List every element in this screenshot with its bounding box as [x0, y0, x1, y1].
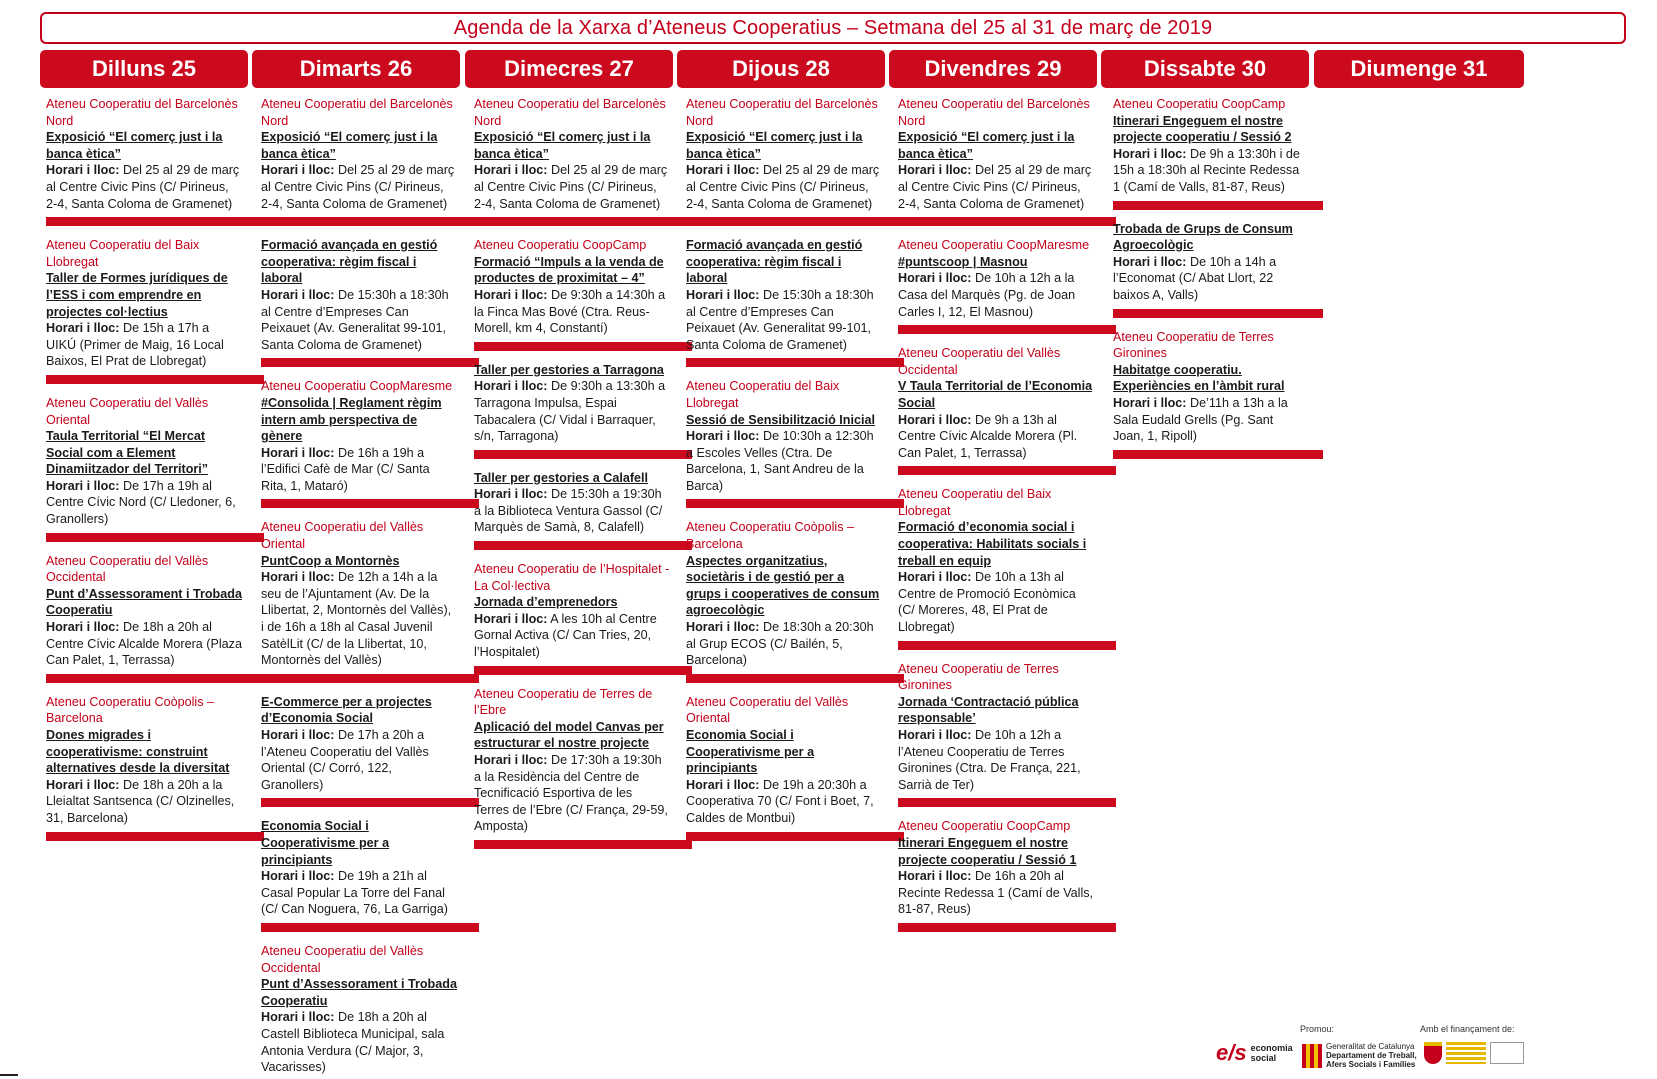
- economia-social-logo: [1216, 1042, 1297, 1064]
- event-entry: [261, 237, 457, 353]
- horari-label: Horari i lloc:: [898, 570, 972, 585]
- event-entry: [898, 661, 1094, 794]
- event-organizer: Ateneu Cooperatiu CoopCamp: [898, 819, 1071, 834]
- horari-label: Horari i lloc:: [1113, 395, 1187, 410]
- event-details: [686, 428, 882, 494]
- event-time-location: De 19h a 20:30h a Cooperativa 70 (C/ Font i Boet, 7, Caldes de Montbui): [686, 777, 874, 825]
- coat-of-arms-icon: [1424, 1042, 1442, 1064]
- event-separator: [261, 923, 479, 932]
- day-header-label: Dimecres 27: [504, 56, 634, 81]
- horari-label: Horari i lloc:: [261, 570, 335, 585]
- event-title-link[interactable]: Formació avançada en gestió cooperativa: règim fiscal i laboral: [686, 238, 863, 286]
- event-title-link[interactable]: Formació “Impuls a la venda de productes de proximitat – 4”: [474, 254, 664, 286]
- event-separator: [474, 541, 692, 550]
- event-organizer: Ateneu Cooperatiu del Baix Llobregat: [898, 487, 1052, 518]
- event-separator: [46, 533, 264, 542]
- event-time-location: De’11h a 13h a la Sala Eudald Grells (Pg. Sant Joan, 1, Ripoll): [1113, 395, 1288, 444]
- senyera-icon: [1302, 1044, 1322, 1068]
- event-entry: [686, 694, 882, 827]
- event-separator: [46, 217, 264, 226]
- event-details: [261, 445, 457, 495]
- horari-label: Horari i lloc:: [686, 287, 760, 302]
- event-time-location: Del 25 al 29 de març al Centre Civic Pins (C/ Pirineus, 2-4, Santa Coloma de Gramenet): [898, 163, 1092, 211]
- horari-label: Horari i lloc:: [1113, 254, 1187, 269]
- event-entry: [474, 96, 670, 212]
- event-organizer: Ateneu Cooperatiu del Barcelonès Nord: [686, 97, 878, 128]
- event-title-link[interactable]: Sessió de Sensibilització Inicial: [686, 412, 875, 427]
- event-details: [1113, 395, 1307, 445]
- horari-label: Horari i lloc:: [474, 379, 548, 394]
- day-header-label: Dimarts 26: [299, 56, 413, 81]
- horari-label: Horari i lloc:: [261, 163, 335, 178]
- event-details: [46, 320, 242, 370]
- event-organizer: Ateneu Cooperatiu de Terres Gironines: [898, 661, 1059, 693]
- event-details: [474, 486, 670, 536]
- event-entry: [686, 237, 882, 353]
- event-entry: [898, 237, 1094, 320]
- event-time-location: Del 25 al 29 de març al Centre Civic Pins (C/ Pirineus, 2-4, Santa Coloma de Gramenet): [686, 163, 880, 211]
- event-separator: [46, 375, 264, 384]
- event-details: [474, 752, 670, 835]
- event-time-location: De 10h a 14h a l’Economat (C/ Abat Llort, 22 baixos A, Valls): [1113, 254, 1277, 302]
- financament-label: Amb el finançament de:: [1420, 1024, 1515, 1034]
- event-entry: [474, 237, 670, 337]
- event-time-location: Del 25 al 29 de març al Centre Civic Pins (C/ Pirineus, 2-4, Santa Coloma de Gramenet): [46, 163, 240, 211]
- event-separator: [898, 466, 1116, 475]
- event-separator: [898, 798, 1116, 807]
- event-entry: [898, 96, 1094, 212]
- event-title-link[interactable]: Exposició “El comerç just i la banca ètica”: [686, 130, 863, 161]
- horari-label: Horari i lloc:: [261, 869, 335, 884]
- event-separator: [686, 832, 904, 841]
- event-details: [474, 162, 670, 212]
- event-details: [261, 287, 457, 353]
- event-time-location: De 15:30h a 18:30h al Centre d’Empreses Can Peixauet (Av. Generalitat 99-101, Santa Coloma de Gramenet): [261, 287, 449, 352]
- horari-label: Horari i lloc:: [898, 728, 972, 742]
- event-entry: [898, 345, 1094, 461]
- event-details: [898, 162, 1094, 212]
- event-title-link[interactable]: Punt d’Assessorament i Trobada Cooperatiu: [261, 977, 457, 1008]
- event-details: [898, 727, 1094, 793]
- event-title-link[interactable]: Taller per gestories a Tarragona: [474, 362, 664, 377]
- event-separator: [474, 342, 692, 351]
- event-separator: [898, 923, 1116, 932]
- event-separator: [686, 674, 904, 683]
- corner-mark: [0, 1074, 18, 1076]
- event-organizer: Ateneu Cooperatiu de Terres Gironines: [1113, 329, 1274, 361]
- horari-label: Horari i lloc:: [46, 321, 120, 336]
- event-title-link[interactable]: Taller de Formes jurídiques de l’ESS i com emprendre en projectes col·lectius: [46, 271, 228, 319]
- event-entry: [46, 237, 242, 370]
- event-details: [474, 287, 670, 337]
- event-title-link[interactable]: Jornada ‘Contractació pública responsable’: [898, 694, 1079, 726]
- event-entry: [46, 96, 242, 212]
- horari-label: Horari i lloc:: [46, 620, 120, 635]
- event-separator: [1113, 450, 1323, 459]
- event-title-link[interactable]: Economia Social i Cooperativisme per a principiants: [686, 728, 815, 776]
- event-details: [898, 270, 1094, 320]
- event-entry: [1113, 221, 1307, 304]
- event-title-link[interactable]: Taula Territorial “El Mercat Social com a Element Dinamiitzador del Territori”: [46, 429, 209, 477]
- event-organizer: Ateneu Cooperatiu Coòpolis – Barcelona: [686, 520, 855, 552]
- event-time-location: De 15:30h a 18:30h al Centre d’Empreses Can Peixauet (Av. Generalitat 99-101, Santa Coloma de Gramenet): [686, 287, 874, 352]
- event-entry: [261, 943, 457, 1076]
- event-title-link[interactable]: Itinerari Engeguem el nostre projecte cooperatiu / Sessió 2: [1113, 113, 1292, 145]
- event-title-link[interactable]: Habitatge cooperatiu. Experiències en l’àmbit rural: [1113, 362, 1285, 394]
- event-title-link[interactable]: Exposició “El comerç just i la banca ètica”: [898, 130, 1075, 161]
- day-header-monday: [40, 50, 248, 88]
- event-title-link[interactable]: #Consolida | Reglament règim intern amb perspectiva de gènere: [261, 395, 442, 444]
- horari-label: Horari i lloc:: [898, 869, 972, 884]
- horari-label: Horari i lloc:: [474, 163, 548, 178]
- event-title-link[interactable]: Aplicació del model Canvas per estructurar el nostre projecte: [474, 719, 664, 751]
- event-separator: [1113, 309, 1323, 318]
- horari-label: Horari i lloc:: [1113, 146, 1187, 161]
- event-title-link[interactable]: Taller per gestories a Calafell: [474, 470, 649, 485]
- event-separator: [46, 832, 264, 841]
- column-saturday: [1113, 96, 1307, 470]
- day-header-label: Divendres 29: [924, 56, 1062, 81]
- event-time-location: De 17:30h a 19:30h a la Residència del Centre de Tecnificació Esportiva de les Terres de l’Ebre (C/ França, 29-59, Amposta): [474, 753, 668, 834]
- day-header-label: Dijous 28: [732, 56, 830, 81]
- event-organizer: Ateneu Cooperatiu de l’Hospitalet - La Col·lectiva: [474, 562, 670, 593]
- event-details: [686, 162, 882, 212]
- event-time-location: De 12h a 14h a la seu de l’Ajuntament (Av. De la Llibertat, 2, Montornès del Vallès), i de 16h a 18h al Casal Juvenil SatèlLit (C/ de la Llibertat, 10, Montornès del Vallès): [261, 570, 452, 668]
- event-details: [46, 162, 242, 212]
- event-entry: [261, 96, 457, 212]
- event-organizer: Ateneu Cooperatiu del Barcelonès Nord: [474, 97, 666, 128]
- event-details: [261, 868, 457, 918]
- event-separator: [261, 499, 479, 508]
- event-time-location: Del 25 al 29 de març al Centre Civic Pins (C/ Pirineus, 2-4, Santa Coloma de Gramenet): [474, 163, 668, 211]
- page-title-box: [40, 12, 1626, 44]
- day-header-label: Diumenge 31: [1350, 56, 1488, 81]
- event-time-location: De 18:30h a 20:30h al Grup ECOS (C/ Bailén, 5, Barcelona): [686, 620, 874, 668]
- event-title-link[interactable]: Aspectes organitzatius, societàris i de gestió per a grups i cooperatives de consum agroecològic: [686, 553, 880, 618]
- event-details: [686, 777, 882, 827]
- event-time-location: De 16h a 19h a l’Edifici Cafè de Mar (C/ Santa Rita, 1, Mataró): [261, 445, 430, 493]
- es-mark-icon: e/s: [1216, 1040, 1247, 1065]
- event-separator: [898, 217, 1116, 226]
- event-details: [46, 619, 242, 669]
- event-entry: [261, 818, 457, 918]
- event-time-location: A les 10h al Centre Gornal Activa (C/ Can Tries, 20, l’Hospitalet): [474, 611, 657, 660]
- event-details: [898, 412, 1094, 462]
- event-time-location: De 15h a 17h a UIKÚ (Primer de Maig, 16 Local Baixos, El Prat de Llobregat): [46, 321, 224, 369]
- day-header-tuesday: [252, 50, 460, 88]
- event-entry: [474, 470, 670, 536]
- horari-label: Horari i lloc:: [261, 1010, 335, 1025]
- event-title-link[interactable]: Exposició “El comerç just i la banca ètica”: [261, 130, 438, 161]
- horari-label: Horari i lloc:: [898, 163, 972, 178]
- horari-label: Horari i lloc:: [46, 777, 120, 792]
- horari-label: Horari i lloc:: [898, 412, 972, 427]
- event-time-location: De 16h a 20h al Recinte Redessa 1 (Camí de Valls, 81-87, Reus): [898, 869, 1094, 917]
- event-time-location: De 9:30h a 14:30h a la Finca Mas Bové (Ctra. Reus-Morell, km 4, Constantí): [474, 287, 666, 336]
- event-organizer: Ateneu Cooperatiu del Vallès Occidental: [46, 553, 209, 585]
- event-details: [46, 777, 242, 827]
- column-tuesday: [261, 96, 457, 1079]
- event-entry: [261, 694, 457, 794]
- event-title-link[interactable]: V Taula Territorial de l’Economia Social: [898, 379, 1093, 410]
- event-organizer: Ateneu Cooperatiu del Vallès Oriental: [46, 395, 209, 427]
- event-details: [898, 868, 1094, 918]
- horari-label: Horari i lloc:: [474, 287, 548, 302]
- event-entry: [898, 486, 1094, 635]
- event-details: [261, 569, 457, 669]
- horari-label: Horari i lloc:: [686, 429, 760, 444]
- event-organizer: Ateneu Cooperatiu del Baix Llobregat: [46, 238, 200, 269]
- day-header-wednesday: [465, 50, 673, 88]
- event-organizer: Ateneu Cooperatiu del Vallès Occidental: [898, 346, 1061, 377]
- event-separator: [474, 666, 692, 675]
- event-entry: [46, 395, 242, 528]
- event-details: [474, 611, 670, 661]
- event-details: [261, 727, 457, 793]
- event-organizer: Ateneu Cooperatiu CoopCamp: [474, 238, 647, 253]
- event-entry: [1113, 96, 1307, 196]
- promou-label: Promou:: [1300, 1024, 1335, 1034]
- day-header-thursday: [677, 50, 885, 88]
- event-organizer: Ateneu Cooperatiu CoopMaresme: [261, 379, 453, 394]
- event-details: [261, 1009, 457, 1075]
- event-entry: [898, 818, 1094, 918]
- event-separator: [1113, 201, 1323, 210]
- event-time-location: De 18h a 20h al Castell Biblioteca Municipal, sala Antonia Verdura (C/ Major, 3, Vacarisses): [261, 1010, 445, 1075]
- event-title-link[interactable]: PuntCoop a Montornès: [261, 553, 400, 568]
- event-entry: [474, 561, 670, 661]
- horari-label: Horari i lloc:: [686, 163, 760, 178]
- event-separator: [898, 325, 1116, 334]
- event-title-link[interactable]: Formació avançada en gestió cooperativa: règim fiscal i laboral: [261, 238, 438, 286]
- ministry-stripe-icon: [1446, 1042, 1486, 1064]
- event-details: [474, 378, 670, 444]
- event-time-location: De 10h a 12h a la Casa del Marquès (Pg. de Joan Carles I, 12, El Masnou): [898, 271, 1076, 319]
- horari-label: Horari i lloc:: [261, 728, 335, 742]
- horari-label: Horari i lloc:: [474, 611, 548, 626]
- event-time-location: De 19h a 21h al Casal Popular La Torre del Fanal (C/ Can Noguera, 76, La Garriga): [261, 869, 448, 917]
- event-details: [46, 478, 242, 528]
- page-title: Agenda de la Xarxa d’Ateneus Cooperatius – Setmana del 25 al 31 de març de 2019: [453, 16, 1213, 39]
- event-details: [686, 619, 882, 669]
- column-friday: [898, 96, 1094, 943]
- event-separator: [898, 641, 1116, 650]
- horari-label: Horari i lloc:: [686, 777, 760, 792]
- event-organizer: Ateneu Cooperatiu del Vallès Occidental: [261, 943, 424, 975]
- event-title-link[interactable]: Jornada d’emprenedors: [474, 595, 618, 610]
- event-details: [1113, 146, 1307, 196]
- event-entry: [261, 519, 457, 668]
- event-separator: [686, 499, 904, 508]
- event-organizer: Ateneu Cooperatiu del Barcelonès Nord: [898, 97, 1090, 128]
- event-details: [686, 287, 882, 353]
- event-organizer: Ateneu Cooperatiu del Vallès Oriental: [686, 694, 849, 726]
- event-details: [261, 162, 457, 212]
- day-header-friday: [889, 50, 1097, 88]
- event-entry: [474, 686, 670, 835]
- event-time-location: De 17h a 20h a l’Ateneu Cooperatiu del Vallès Oriental (C/ Corró, 122, Granollers): [261, 728, 429, 792]
- event-entry: [1113, 329, 1307, 445]
- es-logo-text: economia social: [1250, 1043, 1293, 1063]
- event-separator: [474, 217, 692, 226]
- event-separator: [686, 217, 904, 226]
- column-thursday: [686, 96, 882, 852]
- event-entry: [46, 553, 242, 669]
- event-time-location: De 18h a 20h al Centre Cívic Alcalde Morera (Plaza Can Palet, 1, Terrassa): [46, 620, 242, 668]
- event-separator: [474, 450, 692, 459]
- column-monday: [46, 96, 242, 852]
- event-time-location: De 10h a 12h a l’Ateneu Cooperatiu de Terres Gironines (Ctra. De França, 221, Sarrià de Ter): [898, 728, 1081, 792]
- horari-label: Horari i lloc:: [474, 487, 548, 502]
- event-time-location: De 15:30h a 19:30h a la Biblioteca Ventura Gassol (C/ Marquès de Samà, 8, Calafell): [474, 487, 663, 535]
- horari-label: Horari i lloc:: [686, 620, 760, 635]
- horari-label: Horari i lloc:: [898, 271, 972, 286]
- horari-label: Horari i lloc:: [46, 163, 120, 178]
- event-title-link[interactable]: Trobada de Grups de Consum Agroecològic: [1113, 221, 1293, 253]
- event-title-link[interactable]: E-Commerce per a projectes d’Economia Social: [261, 694, 432, 726]
- event-title-link[interactable]: Punt d’Assessorament i Trobada Cooperatiu: [46, 586, 242, 618]
- event-time-location: De 18h a 20h a la Lleialtat Santsenca (C/ Olzinelles, 31, Barcelona): [46, 777, 235, 825]
- horari-label: Horari i lloc:: [261, 445, 335, 460]
- event-entry: [686, 378, 882, 494]
- event-organizer: Ateneu Cooperatiu Coòpolis – Barcelona: [46, 694, 215, 726]
- event-entry: [686, 96, 882, 212]
- generalitat-logo: [1302, 1042, 1417, 1069]
- event-title-link[interactable]: Dones migrades i cooperativisme: construint alternatives desde la diversitat: [46, 728, 230, 776]
- generalitat-text: Generalitat de Catalunya Departament de Treball, Afers Socials i Famílies: [1326, 1042, 1417, 1069]
- event-separator: [261, 798, 479, 807]
- event-title-link[interactable]: #puntscoop | Masnou: [898, 254, 1028, 269]
- event-organizer: Ateneu Cooperatiu del Baix Llobregat: [686, 379, 840, 410]
- event-details: [1113, 254, 1307, 304]
- horari-label: Horari i lloc:: [261, 287, 335, 302]
- event-separator: [474, 840, 692, 849]
- event-title-link[interactable]: Formació d’economia social i cooperativa: Habilitats socials i treball en equip: [898, 520, 1087, 568]
- event-separator: [686, 358, 904, 367]
- event-time-location: Del 25 al 29 de març al Centre Civic Pins (C/ Pirineus, 2-4, Santa Coloma de Gramenet): [261, 163, 455, 211]
- event-organizer: Ateneu Cooperatiu CoopMaresme: [898, 238, 1090, 253]
- event-organizer: Ateneu Cooperatiu del Vallès Oriental: [261, 520, 424, 552]
- event-time-location: De 9:30h a 13:30h a Tarragona Impulsa, Espai Tabacalera (C/ Vidal i Barraquer, s/n, Tarragona): [474, 379, 666, 444]
- event-time-location: De 10h a 13h al Centre de Promoció Econòmica (C/ Moreres, 48, El Prat de Llobregat): [898, 570, 1076, 635]
- event-organizer: Ateneu Cooperatiu CoopCamp: [1113, 97, 1286, 111]
- event-title-link[interactable]: Exposició “El comerç just i la banca ètica”: [474, 130, 651, 161]
- event-organizer: Ateneu Cooperatiu del Barcelonès Nord: [46, 97, 238, 128]
- event-separator: [261, 674, 479, 683]
- event-separator: [261, 358, 479, 367]
- event-details: [898, 569, 1094, 635]
- day-header-label: Dilluns 25: [92, 56, 196, 81]
- event-entry: [46, 694, 242, 827]
- event-time-location: De 9h a 13:30h i de 15h a 18:30h al Recinte Redessa 1 (Camí de Valls, 81-87, Reus): [1113, 146, 1300, 194]
- event-entry: [261, 378, 457, 494]
- event-title-link[interactable]: Exposició “El comerç just i la banca ètica”: [46, 130, 223, 161]
- spanish-government-logo: [1424, 1042, 1524, 1064]
- event-entry: [686, 519, 882, 668]
- event-time-location: De 10:30h a 12:30h a Escoles Velles (Ctra. De Barcelona, 1, Sant Andreu de la Barca): [686, 429, 874, 493]
- event-time-location: De 9h a 13h al Centre Cívic Alcalde Morera (Pl. Can Palet, 1, Terrassa): [898, 412, 1078, 460]
- day-header-sunday: [1314, 50, 1524, 88]
- event-separator: [46, 674, 264, 683]
- event-time-location: De 17h a 19h al Centre Cívic Nord (C/ Lledoner, 6, Granollers): [46, 478, 236, 527]
- event-title-link[interactable]: Itinerari Engeguem el nostre projecte cooperatiu / Sessió 1: [898, 835, 1077, 867]
- event-title-link[interactable]: Economia Social i Cooperativisme per a principiants: [261, 819, 390, 867]
- event-organizer: Ateneu Cooperatiu del Barcelonès Nord: [261, 97, 453, 128]
- event-organizer: Ateneu Cooperatiu de Terres de l’Ebre: [474, 686, 653, 718]
- column-wednesday: [474, 96, 670, 860]
- event-separator: [261, 217, 479, 226]
- event-entry: [474, 362, 670, 445]
- horari-label: Horari i lloc:: [46, 478, 120, 493]
- day-header-label: Dissabte 30: [1143, 56, 1267, 81]
- ministry-emblem-icon: [1490, 1042, 1524, 1064]
- day-header-saturday: [1101, 50, 1309, 88]
- horari-label: Horari i lloc:: [474, 753, 548, 767]
